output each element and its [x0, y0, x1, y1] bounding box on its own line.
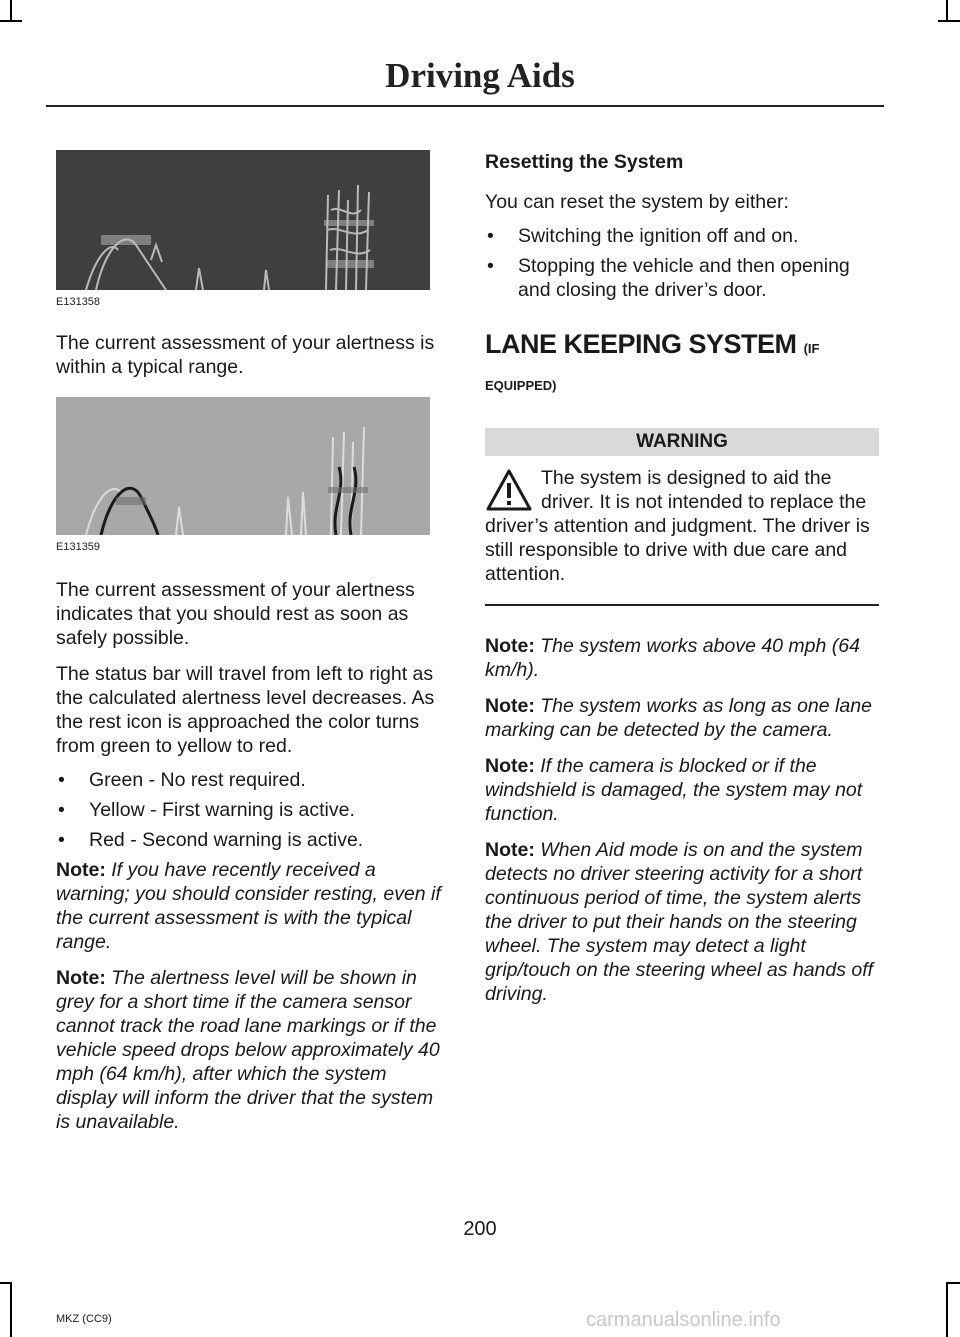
- list-item: • Yellow - First warning is active.: [56, 798, 448, 822]
- warning-divider: [485, 604, 879, 606]
- warning-banner: WARNING: [485, 428, 879, 456]
- list-item: • Red - Second warning is active.: [56, 828, 448, 852]
- crop-mark: [946, 1282, 948, 1337]
- crop-mark: [10, 0, 12, 22]
- alertness-display-image: [56, 150, 430, 290]
- paragraph: The current assessment of your alertness is within a typical range.: [56, 332, 435, 378]
- note-label: Note:: [485, 839, 535, 861]
- crop-mark: [0, 20, 22, 22]
- crop-mark: [946, 0, 948, 22]
- status-color-list: [56, 768, 448, 852]
- note-label: Note:: [485, 635, 535, 657]
- note: [485, 754, 879, 826]
- section-heading-text: LANE KEEPING SYSTEM: [485, 329, 797, 359]
- list-item: • Green - No rest required.: [56, 768, 448, 792]
- note-label: Note:: [56, 967, 106, 989]
- reset-options-list: [485, 224, 879, 302]
- page-number: 200: [463, 1218, 497, 1240]
- alertness-display-image: [56, 397, 430, 535]
- warning-triangle-icon: [485, 468, 533, 512]
- section-heading: [485, 328, 879, 402]
- note: [56, 966, 448, 1134]
- watermark: carmanualsonline.info: [586, 1309, 781, 1331]
- warning-box: [485, 466, 879, 606]
- note-text: When Aid mode is on and the system detects no driver steering activity for a short continuous period of time, the system alerts the driver to put their hands on the steering wheel. The system may detect a light grip/touch on the steering wheel as hands off driving.: [485, 839, 874, 1005]
- note: [485, 694, 879, 742]
- figure-alertness-typical: [56, 150, 430, 309]
- crop-mark: [938, 20, 960, 22]
- header-divider: [46, 105, 884, 107]
- note-text: The system works above 40 mph (64 km/h).: [485, 635, 860, 681]
- page-title: Driving Aids: [385, 56, 575, 95]
- note-text: The system works as long as one lane marking can be detected by the camera.: [485, 695, 872, 741]
- figure-code: E131359: [56, 541, 101, 553]
- figure-alertness-rest: [56, 397, 430, 554]
- note-text: If you have recently received a warning; you should consider resting, even if the current assessment is with the typical range.: [56, 859, 441, 953]
- figure-code: E131358: [56, 296, 101, 308]
- paragraph: You can reset the system by either:: [485, 191, 789, 213]
- note-label: Note:: [56, 859, 106, 881]
- paragraph: The current assessment of your alertness indicates that you should rest as soon as safely possible.: [56, 579, 415, 649]
- warning-text: The system is designed to aid the driver. It is not intended to replace the driver’s attention and judgment. The driver is still responsible to drive with due care and attention.: [485, 467, 870, 585]
- note-text: The alertness level will be shown in grey for a short time if the camera sensor cannot track the road lane markings or if the vehicle speed drops below approximately 40 mph (64 km/h), after which the system display will inform the driver that the system is unavailable.: [56, 967, 440, 1133]
- note-text: If the camera is blocked or if the windshield is damaged, the system may not function.: [485, 755, 863, 825]
- footer-model-code: MKZ (CC9): [56, 1313, 112, 1325]
- paragraph: The status bar will travel from left to right as the calculated alertness level decreases. As the rest icon is approached the color turns from green to yellow to red.: [56, 663, 435, 757]
- note: [485, 838, 879, 1006]
- section-subheading: Resetting the System: [485, 151, 684, 173]
- note-label: Note:: [485, 695, 535, 717]
- note-label: Note:: [485, 755, 535, 777]
- right-column: [485, 150, 879, 1006]
- note: [485, 634, 879, 682]
- list-item: • Switching the ignition off and on.: [485, 224, 879, 248]
- section-heading-suffix: (IF EQUIPPED): [485, 341, 820, 393]
- crop-mark: [10, 1282, 12, 1337]
- crop-mark: [948, 1282, 960, 1284]
- crop-mark: [0, 1282, 12, 1284]
- list-item: • Stopping the vehicle and then opening and closing the driver’s door.: [485, 254, 879, 302]
- left-column: [56, 150, 448, 1134]
- alertness-display-graphic: [56, 397, 430, 535]
- note: [56, 858, 448, 954]
- alertness-display-graphic: [56, 150, 430, 290]
